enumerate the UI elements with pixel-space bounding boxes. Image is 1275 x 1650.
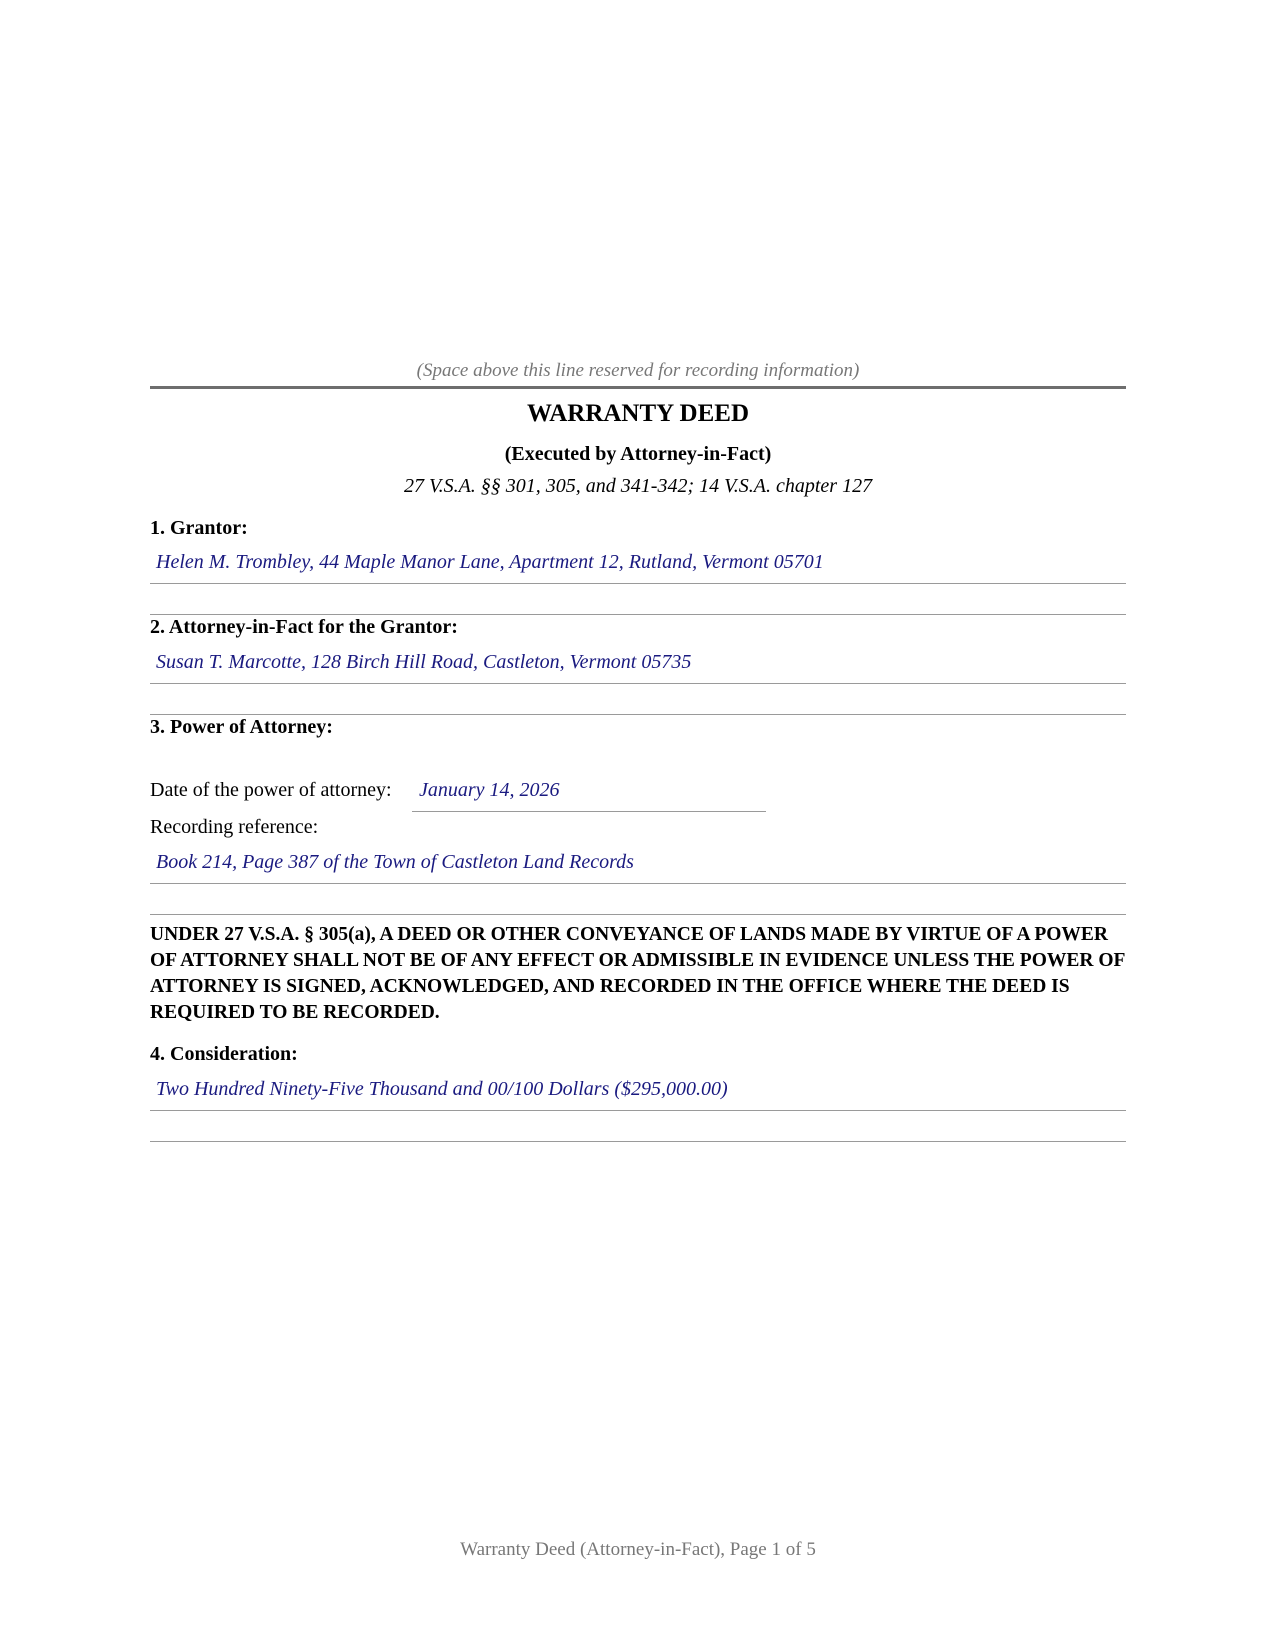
grantor-heading: 1. Grantor: (150, 517, 248, 539)
statute-citation: 27 V.S.A. §§ 301, 305, and 341-342; 14 V.S.A. chapter 127 (403, 475, 873, 497)
page-footer: Warranty Deed (Attorney-in-Fact), Page 1 of 5 (460, 1539, 816, 1560)
grantor-value[interactable]: Helen M. Trombley, 44 Maple Manor Lane, Apartment 12, Rutland, Vermont 05701 (156, 551, 824, 573)
consideration-rule-2 (150, 1141, 1126, 1142)
consideration-value[interactable]: Two Hundred Ninety-Five Thousand and 00/100 Dollars ($295,000.00) (156, 1078, 728, 1100)
document-subtitle: (Executed by Attorney-in-Fact) (504, 443, 772, 465)
recording-reserved-note: (Space above this line reserved for recording information) (416, 360, 860, 381)
attorney-in-fact-rule-2 (150, 714, 1126, 715)
document-title: WARRANTY DEED (526, 400, 749, 427)
grantor-rule-2 (150, 614, 1126, 615)
power-of-attorney-heading: 3. Power of Attorney: (150, 716, 333, 738)
recording-reference-rule-2 (150, 914, 1126, 915)
attorney-in-fact-value[interactable]: Susan T. Marcotte, 128 Birch Hill Road, Castleton, Vermont 05735 (156, 651, 692, 673)
recording-reserved-line (150, 386, 1126, 389)
attorney-in-fact-heading: 2. Attorney-in-Fact for the Grantor: (150, 616, 458, 638)
poa-date-rule (412, 811, 766, 812)
recording-reference-value[interactable]: Book 214, Page 387 of the Town of Castleton Land Records (156, 851, 634, 873)
deed-page (150, 0, 1126, 1650)
consideration-rule-1 (150, 1110, 1126, 1111)
recording-reference-rule-1 (150, 883, 1126, 884)
attorney-in-fact-rule-1 (150, 683, 1126, 684)
grantor-rule-1 (150, 583, 1126, 584)
consideration-heading: 4. Consideration: (150, 1043, 298, 1065)
statutory-warning: UNDER 27 V.S.A. § 305(a), A DEED OR OTHER CONVEYANCE OF LANDS MADE BY VIRTUE OF A POWER OF ATTORNEY SHALL NOT BE OF ANY EFFECT OR ADMISSIBLE IN EVIDENCE UNLESS THE POWER OF ATTORNEY IS SIGNED, ACKNOWLEDGED, AND RECORDED IN THE OFFICE WHERE THE DEED IS REQUIRED TO BE RECORDED. (150, 924, 1125, 1023)
recording-reference-label: Recording reference: (150, 816, 319, 838)
poa-date-label: Date of the power of attorney: (150, 779, 392, 801)
poa-date-value[interactable]: January 14, 2026 (419, 779, 560, 801)
